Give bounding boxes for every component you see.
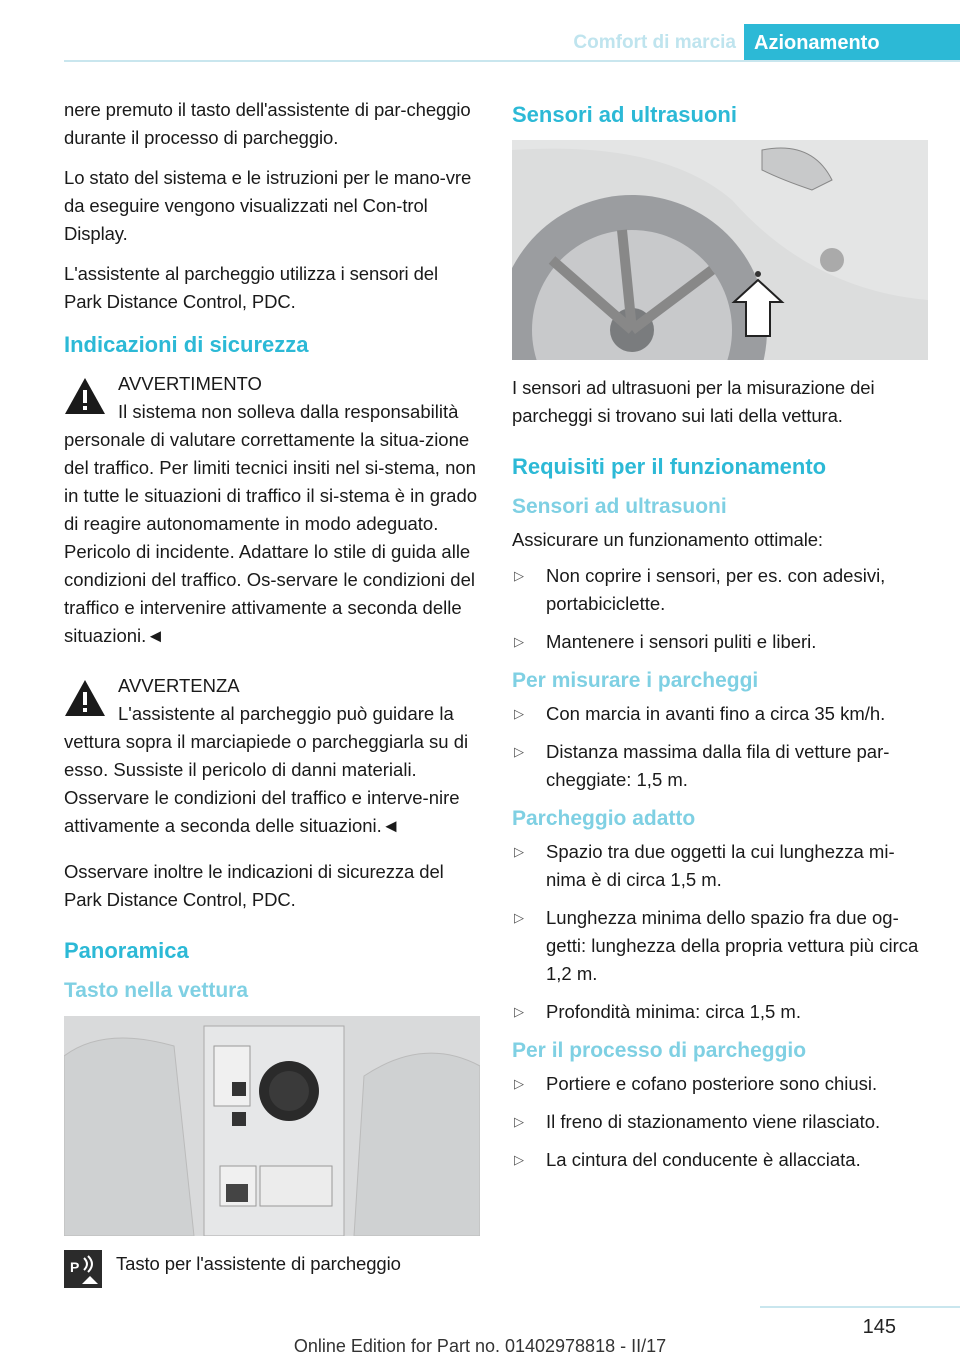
subheading-suitable: Parcheggio adatto [512, 807, 696, 830]
list-item: ▷ Con marcia in avanti fino a circa 35 km/h. [512, 700, 928, 728]
list-item: ▷ Il freno di stazionamento viene rilasciato. [512, 1108, 928, 1136]
list-item: ▷ Portiere e cofano posteriore sono chiusi. [512, 1070, 928, 1098]
header-rule [64, 60, 960, 62]
subheading-ultrasonic-sensors: Sensori ad ultrasuoni [512, 495, 727, 518]
heading-overview: Panoramica [64, 938, 189, 963]
list-item: ▷ Lunghezza minima dello spazio fra due og-getti: lunghezza della propria vettura più circa 1,2 m. [512, 904, 928, 988]
bullet-triangle-icon: ▷ [514, 1076, 524, 1091]
warning-block [64, 370, 480, 650]
warning-triangle-icon [64, 376, 106, 416]
sensor-location-photo [512, 140, 928, 360]
heading-safety: Indicazioni di sicurezza [64, 332, 309, 357]
caution-block [64, 672, 480, 840]
warning-text: Il sistema non solleva dalla responsabilità [118, 401, 459, 422]
paragraph: I sensori ad ultrasuoni per la misurazione dei parcheggi si trovano sui lati della vettura. [512, 377, 875, 426]
header-chapter-tab: Azionamento [744, 24, 960, 62]
list-item: ▷ Distanza massima dalla fila di vetture par-cheggiate: 1,5 m. [512, 738, 928, 794]
warning-triangle-icon [64, 678, 106, 718]
image-caption: Tasto per l'assistente di parcheggio [116, 1253, 401, 1274]
caution-text: L'assistente al parcheggio può guidare la [118, 703, 454, 724]
subheading-process: Per il processo di parcheggio [512, 1039, 807, 1062]
heading-requirements: Requisiti per il funzionamento [512, 454, 827, 479]
park-assist-button-icon [64, 1250, 102, 1288]
subheading-measure: Per misurare i parcheggi [512, 669, 759, 692]
caution-text-continued: vettura sopra il marciapiede o parcheggiarla su di esso. Sussiste il pericolo di danni materiali. Osservare le condizioni del traffico e interve-nire attivamente a seconda delle situazioni.◄ [64, 731, 469, 836]
warning-text-continued: personale di valutare correttamente la situa-zione del traffico. Per limiti tecnici insiti nel si-stema, non in tutte le situazioni di traffico il si-stema è in grado di reagire autonomamente in modo adeguato. Pericolo di incidente. Adattare lo stile di guida alle condizioni del traffico. Os-servare le condizioni del traffico e intervenire attivamente a seconda delle situazioni.◄ [64, 429, 478, 646]
car-front-illustration [512, 140, 928, 360]
caption-row [64, 1250, 480, 1294]
heading-button-in-car: Tasto nella vettura [64, 979, 248, 1002]
list-item: ▷ Profondità minima: circa 1,5 m. [512, 998, 928, 1026]
bullet-triangle-icon: ▷ [514, 568, 524, 583]
paragraph: nere premuto il tasto dell'assistente di par-cheggio durante il processo di parcheggio. [64, 99, 471, 148]
sensors-list [512, 562, 928, 656]
bullet-triangle-icon: ▷ [514, 706, 524, 721]
paragraph: Lo stato del sistema e le istruzioni per le mano-vre da eseguire vengono visualizzati nel Con-trol Display. [64, 167, 472, 244]
measure-list [512, 700, 928, 794]
left-column [64, 96, 480, 1294]
suitable-list [512, 838, 928, 1026]
bullet-triangle-icon: ▷ [514, 1114, 524, 1129]
list-item: ▷ Spazio tra due oggetti la cui lunghezza mi-nima è di circa 1,5 m. [512, 838, 928, 894]
bullet-triangle-icon: ▷ [514, 1152, 524, 1167]
paragraph: Assicurare un funzionamento ottimale: [512, 529, 823, 550]
header-section-label: Comfort di marcia [573, 32, 736, 53]
svg-text:P: P [70, 1259, 80, 1275]
bullet-triangle-icon: ▷ [514, 634, 524, 649]
right-column [512, 96, 928, 1184]
bullet-triangle-icon: ▷ [514, 844, 524, 859]
bullet-triangle-icon: ▷ [514, 910, 524, 925]
list-item: ▷ La cintura del conducente è allacciata. [512, 1146, 928, 1174]
paragraph: Osservare inoltre le indicazioni di sicurezza del Park Distance Control, PDC. [64, 861, 444, 910]
process-list [512, 1070, 928, 1174]
bullet-triangle-icon: ▷ [514, 1004, 524, 1019]
list-item: ▷ Non coprire i sensori, per es. con adesivi, portabiciclette. [512, 562, 928, 618]
page-number: 145 [862, 1316, 896, 1338]
paragraph: L'assistente al parcheggio utilizza i sensori del Park Distance Control, PDC. [64, 263, 438, 312]
heading-ultrasonic-sensors: Sensori ad ultrasuoni [512, 102, 737, 127]
console-illustration [64, 1016, 480, 1236]
caution-title: AVVERTENZA [118, 675, 240, 696]
console-button-photo [64, 1016, 480, 1236]
footer-rule [760, 1306, 960, 1308]
bullet-triangle-icon: ▷ [514, 744, 524, 759]
list-item: ▷ Mantenere i sensori puliti e liberi. [512, 628, 928, 656]
warning-title: AVVERTIMENTO [118, 373, 262, 394]
footer-edition: Online Edition for Part no. 01402978818 - II/17 [293, 1336, 667, 1356]
